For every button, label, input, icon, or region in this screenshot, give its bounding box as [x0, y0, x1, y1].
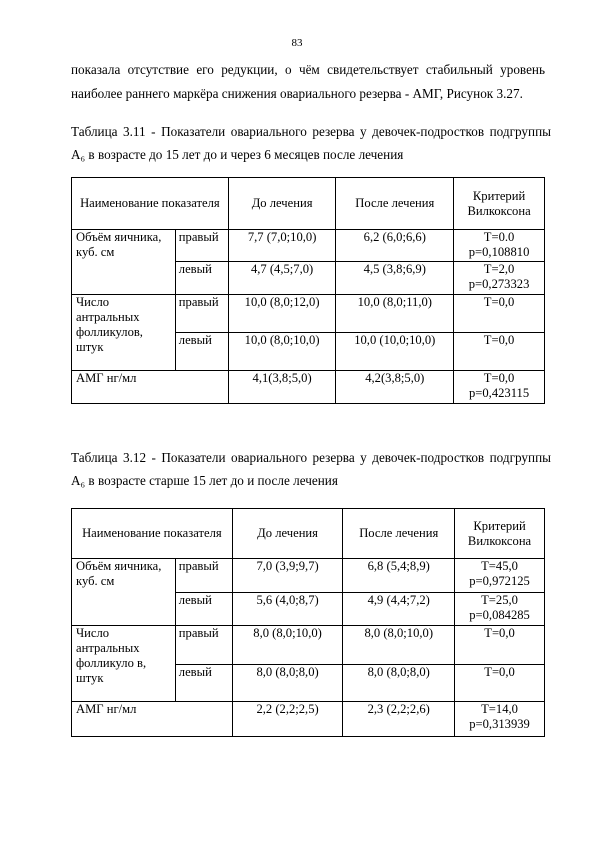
table2-caption-line-1: Таблица 3.12 - Показатели овариального резерва у девочек-подростков подгруппы	[71, 450, 551, 465]
body-paragraph	[71, 58, 545, 106]
side-left: левый	[175, 665, 232, 702]
cell-value: 4,1(3,8;5,0)	[228, 371, 336, 404]
row-label-volume: Объём яичника, куб. см	[72, 559, 176, 626]
cell-criterion: T=0,0	[454, 295, 545, 333]
side-left: левый	[175, 333, 228, 371]
cell-value: 10,0 (8,0;11,0)	[336, 295, 454, 333]
row-label-follicles: Число антральных фолликулов, штук	[72, 295, 176, 371]
row-label-amh: АМГ нг/мл	[72, 702, 233, 737]
cell-value: 6,2 (6,0;6,6)	[336, 230, 454, 262]
cell-value: 7,0 (3,9;9,7)	[232, 559, 343, 593]
cell-value: 4,5 (3,8;6,9)	[336, 262, 454, 295]
cell-criterion: T=14,0 p=0,313939	[455, 702, 545, 737]
cell-criterion: T=45,0 p=0,972125	[455, 559, 545, 593]
cell-criterion: T=0,0	[454, 333, 545, 371]
cell-value: 10,0 (8,0;10,0)	[228, 333, 336, 371]
cell-criterion: T=0,0	[455, 626, 545, 665]
header-before: До лечения	[228, 178, 336, 230]
page-number: 83	[291, 37, 303, 49]
cell-value: 4,2(3,8;5,0)	[336, 371, 454, 404]
table-row	[72, 295, 545, 333]
table-row	[72, 626, 545, 665]
table-row	[72, 230, 545, 262]
cell-value: 8,0 (8,0;8,0)	[232, 665, 343, 702]
cell-value: 4,9 (4,4;7,2)	[343, 593, 455, 626]
cell-criterion: T=0.0 p=0,108810	[454, 230, 545, 262]
side-left: левый	[175, 593, 232, 626]
table1	[71, 177, 545, 404]
header-before: До лечения	[232, 509, 343, 559]
table2-caption-line-2: А₆ в возрасте старше 15 лет до и после лечения	[71, 473, 338, 488]
cell-value: 8,0 (8,0;8,0)	[343, 665, 455, 702]
table2-caption	[71, 446, 551, 492]
cell-value: 8,0 (8,0;10,0)	[232, 626, 343, 665]
cell-criterion: T=2,0 p=0,273323	[454, 262, 545, 295]
cell-value: 8,0 (8,0;10,0)	[343, 626, 455, 665]
side-right: правый	[175, 230, 228, 262]
cell-value: 4,7 (4,5;7,0)	[228, 262, 336, 295]
header-after: После лечения	[336, 178, 454, 230]
cell-value: 10,0 (10,0;10,0)	[336, 333, 454, 371]
header-after: После лечения	[343, 509, 455, 559]
header-name: Наименование показателя	[72, 509, 233, 559]
header-name: Наименование показателя	[72, 178, 229, 230]
row-label-amh: АМГ нг/мл	[72, 371, 229, 404]
cell-value: 2,3 (2,2;2,6)	[343, 702, 455, 737]
side-left: левый	[175, 262, 228, 295]
cell-value: 5,6 (4,0;8,7)	[232, 593, 343, 626]
table-row	[72, 559, 545, 593]
header-criterion: Критерий Вилкоксона	[454, 178, 545, 230]
cell-criterion: T=0,0	[455, 665, 545, 702]
table1-caption-line-2: А₆ в возрасте до 15 лет до и через 6 месяцев после лечения	[71, 147, 404, 162]
table1-header-row	[72, 178, 545, 230]
cell-value: 10,0 (8,0;12,0)	[228, 295, 336, 333]
side-right: правый	[175, 295, 228, 333]
paragraph-line-2: наиболее раннего маркёра снижения овариального резерва - АМГ, Рисунок 3.27.	[71, 86, 523, 101]
cell-value: 6,8 (5,4;8,9)	[343, 559, 455, 593]
row-label-follicles: Число антральных фолликуло в, штук	[72, 626, 176, 702]
side-right: правый	[175, 626, 232, 665]
header-criterion: Критерий Вилкоксона	[455, 509, 545, 559]
cell-criterion: T=25,0 p=0,084285	[455, 593, 545, 626]
cell-value: 2,2 (2,2;2,5)	[232, 702, 343, 737]
cell-criterion: T=0,0 p=0,423115	[454, 371, 545, 404]
table2	[71, 508, 545, 737]
cell-value: 7,7 (7,0;10,0)	[228, 230, 336, 262]
table1-caption-line-1: Таблица 3.11 - Показатели овариального резерва у девочек-подростков подгруппы	[71, 124, 551, 139]
table2-header-row	[72, 509, 545, 559]
table-row	[72, 371, 545, 404]
table1-caption	[71, 120, 551, 166]
table-row	[72, 702, 545, 737]
side-right: правый	[175, 559, 232, 593]
row-label-volume: Объём яичника, куб. см	[72, 230, 176, 295]
paragraph-line-1: показала отсутствие его редукции, о чём свидетельствует стабильный уровень	[71, 62, 545, 77]
